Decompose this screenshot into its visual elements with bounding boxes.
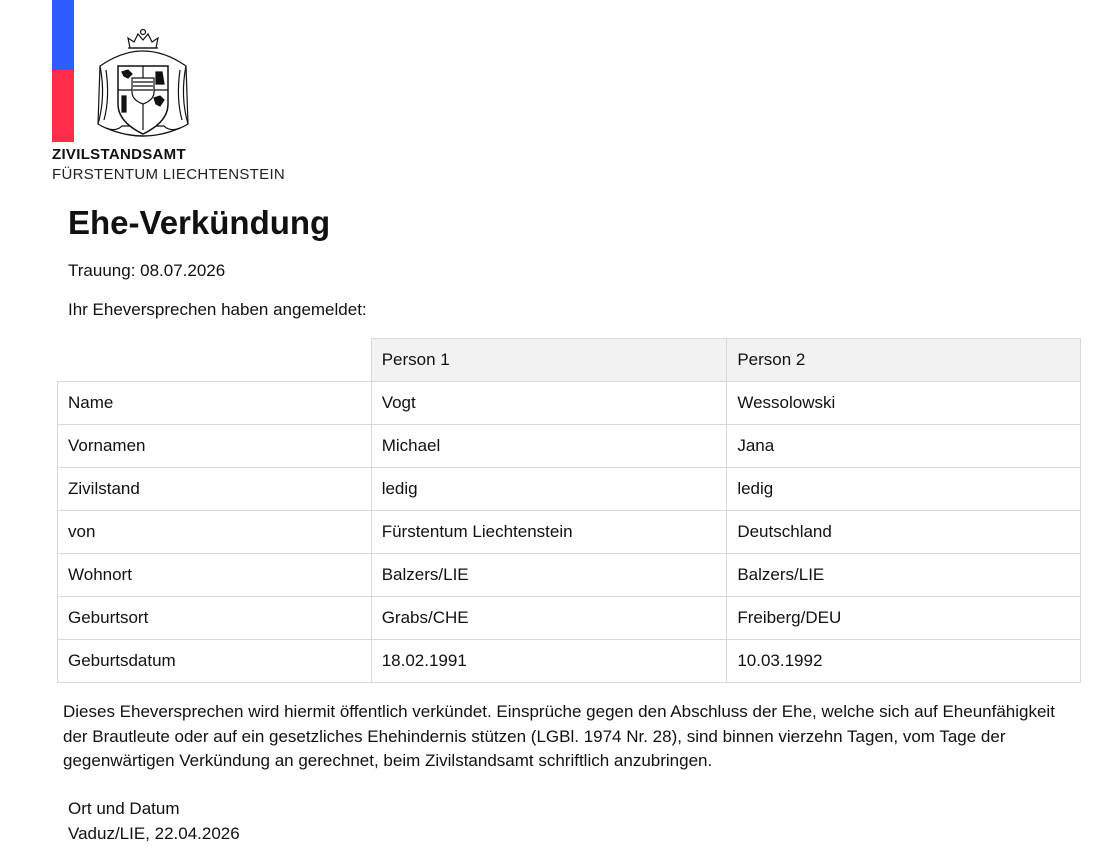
person2-value: Freiberg/DEU — [727, 597, 1081, 640]
person1-value: Fürstentum Liechtenstein — [371, 511, 727, 554]
document-title: Ehe-Verkündung — [68, 204, 331, 241]
principality-name: FÜRSTENTUM LIECHTENSTEIN — [52, 166, 286, 183]
table-row — [58, 382, 1081, 425]
coat-of-arms-icon — [92, 26, 194, 144]
table-header-blank — [58, 339, 372, 382]
persons-table — [57, 338, 1081, 683]
row-label: Name — [58, 382, 372, 425]
person2-value: ledig — [727, 468, 1081, 511]
person2-value: Wessolowski — [727, 382, 1081, 425]
person2-value: Jana — [727, 425, 1081, 468]
person1-value: ledig — [371, 468, 727, 511]
place-date-value: Vaduz/LIE, 22.04.2026 — [68, 824, 240, 843]
person2-value: 10.03.1992 — [727, 640, 1081, 683]
table-row — [58, 425, 1081, 468]
row-label: Wohnort — [58, 554, 372, 597]
table-row — [58, 468, 1081, 511]
row-label: Geburtsort — [58, 597, 372, 640]
person2-value: Deutschland — [727, 511, 1081, 554]
office-name: ZIVILSTANDSAMT — [52, 146, 186, 163]
table-row — [58, 511, 1081, 554]
person2-value: Balzers/LIE — [727, 554, 1081, 597]
table-header-person1: Person 1 — [371, 339, 727, 382]
person1-value: Vogt — [371, 382, 727, 425]
flag-stripe-red — [52, 70, 74, 142]
flag-stripe-blue — [52, 0, 74, 70]
intro-text: Ihr Eheversprechen haben angemeldet: — [68, 300, 367, 319]
table-header-row — [58, 339, 1081, 382]
person1-value: 18.02.1991 — [371, 640, 727, 683]
table-header-person2: Person 2 — [727, 339, 1081, 382]
person1-value: Grabs/CHE — [371, 597, 727, 640]
row-label: Geburtsdatum — [58, 640, 372, 683]
row-label: von — [58, 511, 372, 554]
row-label: Vornamen — [58, 425, 372, 468]
place-date-label: Ort und Datum — [68, 799, 180, 818]
wedding-date: Trauung: 08.07.2026 — [68, 261, 226, 280]
row-label: Zivilstand — [58, 468, 372, 511]
person1-value: Michael — [371, 425, 727, 468]
legal-notice: Dieses Eheversprechen wird hiermit öffentlich verkündet. Einsprüche gegen den Abschluss der Ehe, welche sich auf Eheunfähigkeit der Brautleute oder auf ein gesetzliches Ehehindernis stützen (LGBl. 1974 Nr. 28), sind binnen vierzehn Tagen, vom Tage der gegenwärtigen Verkündung an gerechnet, beim Zivilstandsamt schriftlich anzubringen. — [63, 702, 1055, 770]
table-row — [58, 597, 1081, 640]
table-row — [58, 554, 1081, 597]
person1-value: Balzers/LIE — [371, 554, 727, 597]
table-row — [58, 640, 1081, 683]
